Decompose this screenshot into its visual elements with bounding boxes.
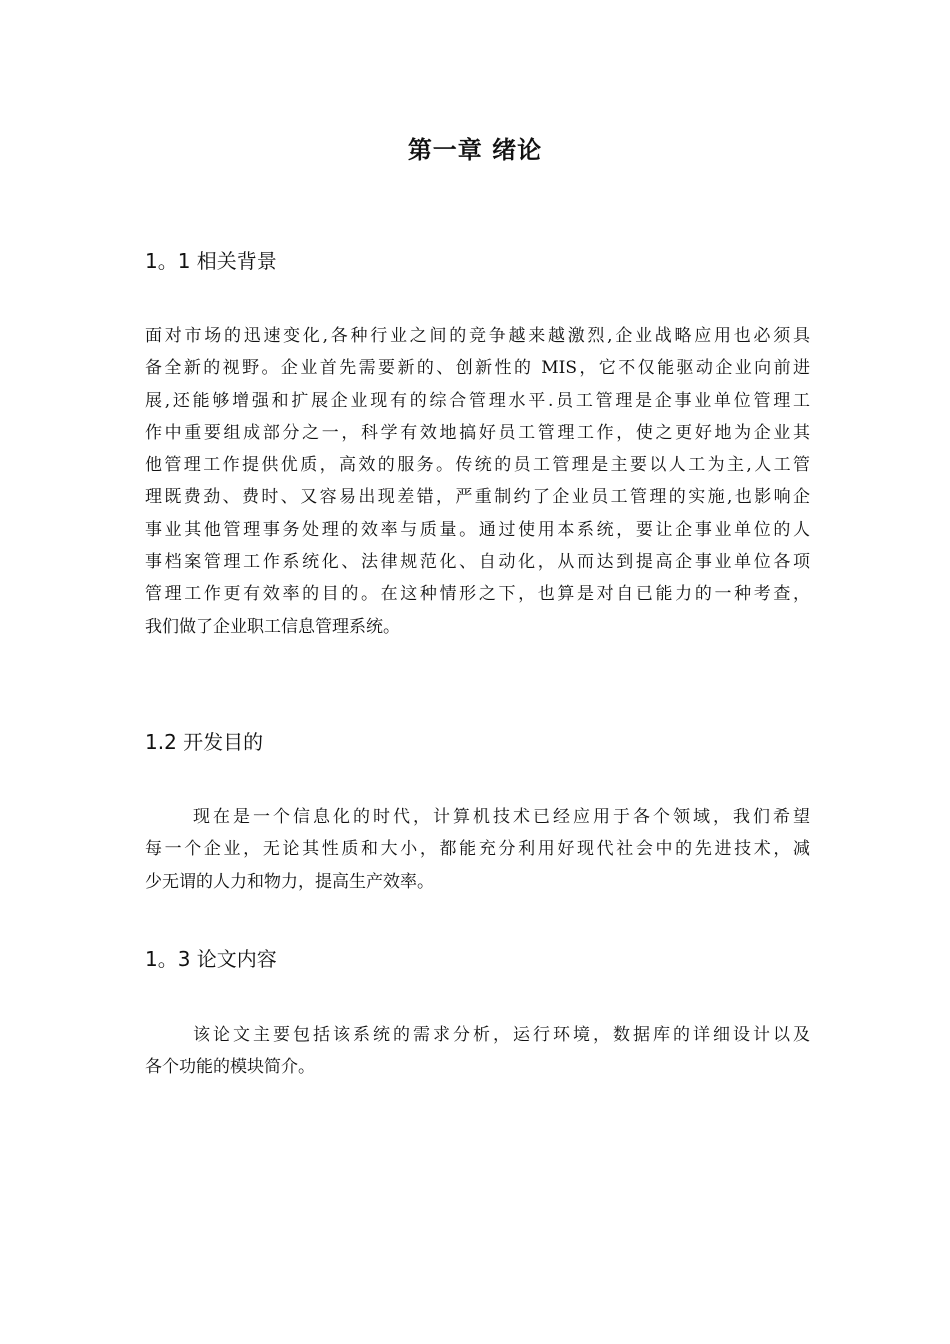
section-heading-contents: 1。3 论文内容 — [145, 947, 277, 971]
paragraph-background — [145, 320, 810, 643]
text-line: 理既费劲、费时、又容易出现差错，严重制约了企业员工管理的实施,也影响企 — [145, 487, 810, 508]
text-line: 备全新的视野。企业首先需要新的、创新性的 MIS，它不仅能驱动企业向前进 — [145, 358, 810, 379]
paragraph-purpose — [145, 801, 810, 898]
text-line: 作中重要组成部分之一，科学有效地搞好员工管理工作，使之更好地为企业其 — [145, 422, 810, 443]
section-heading-background: 1。1 相关背景 — [145, 249, 277, 273]
text-line: 面对市场的迅速变化,各种行业之间的竞争越来越激烈,企业战略应用也必须具 — [145, 326, 810, 346]
text-line: 各个功能的模块简介。 — [145, 1057, 315, 1078]
section-heading-purpose: 1.2 开发目的 — [145, 730, 264, 754]
chapter-title: 第一章 绪论 — [407, 136, 543, 164]
text-line: 少无谓的人力和物力，提高生产效率。 — [145, 871, 434, 892]
text-line: 现在是一个信息化的时代，计算机技术已经应用于各个领域，我们希望 — [193, 807, 810, 827]
paragraph-contents — [145, 1019, 810, 1084]
text-line: 我们做了企业职工信息管理系统。 — [145, 616, 400, 637]
text-line: 事业其他管理事务处理的效率与质量。通过使用本系统，要让企事业单位的人 — [145, 519, 810, 540]
text-line: 该论文主要包括该系统的需求分析，运行环境，数据库的详细设计以及 — [193, 1025, 810, 1045]
text-line: 管理工作更有效率的目的。在这种情形之下，也算是对自已能力的一种考查， — [145, 584, 810, 605]
text-line: 事档案管理工作系统化、法律规范化、自动化，从而达到提高企事业单位各项 — [145, 552, 810, 573]
text-line: 每一个企业，无论其性质和大小，都能充分利用好现代社会中的先进技术，减 — [145, 839, 810, 860]
text-line: 展,还能够增强和扩展企业现有的综合管理水平.员工管理是企事业单位管理工 — [145, 390, 810, 411]
text-line: 他管理工作提供优质，高效的服务。传统的员工管理是主要以人工为主,人工管 — [145, 455, 810, 476]
